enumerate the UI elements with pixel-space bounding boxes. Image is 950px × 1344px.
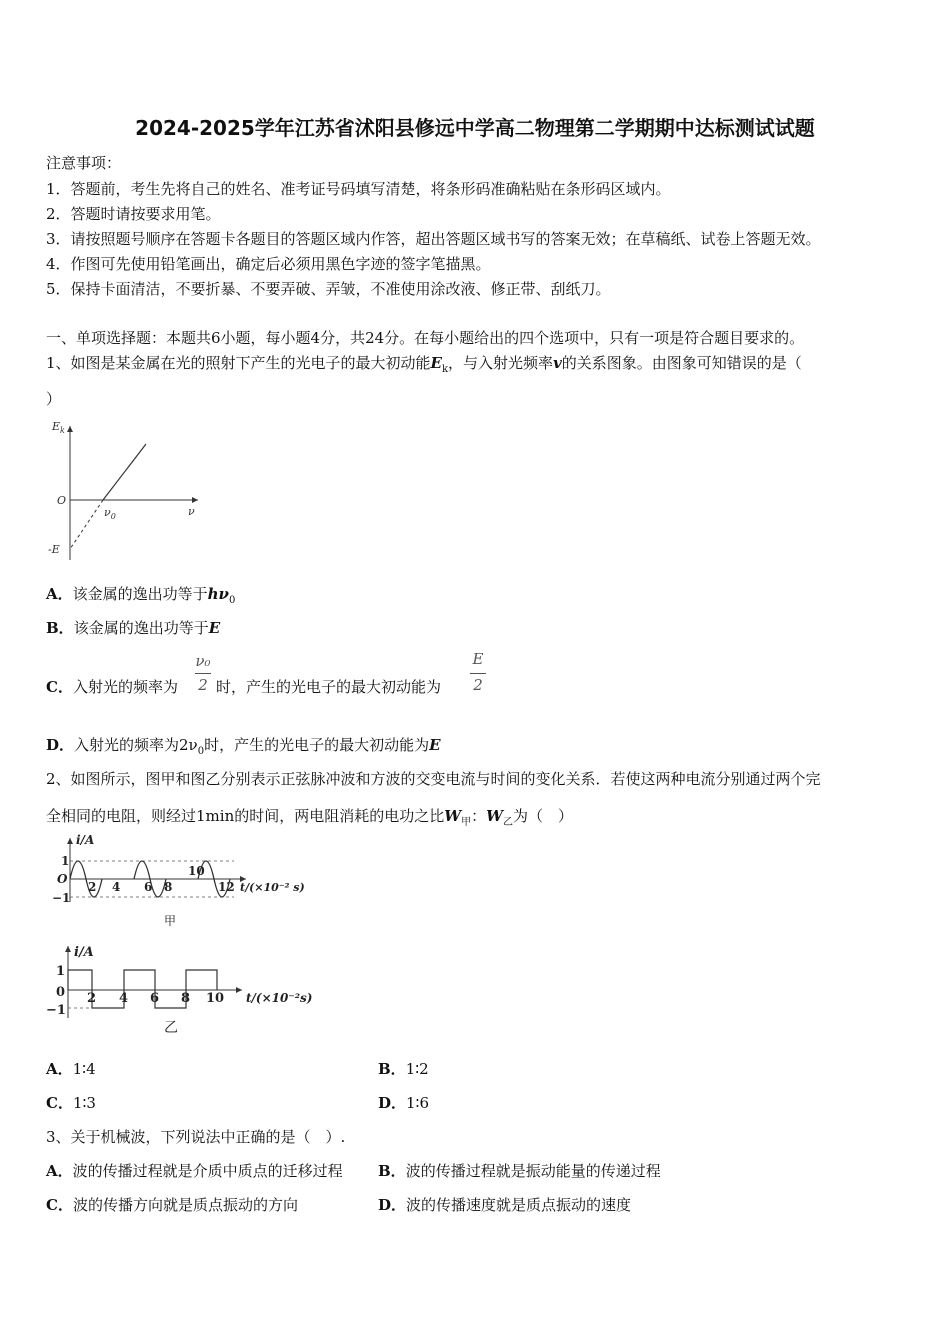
tick-label: 12 (218, 880, 235, 894)
graph-caption: 乙 (164, 1020, 178, 1036)
q3-option-b: B．波的传播过程就是振动能量的传递过程 (378, 1162, 661, 1180)
tick-label: 2 (87, 991, 97, 1006)
q3-stem: 3、关于机械波，下列说法中正确的是（ ）. (46, 1128, 346, 1146)
tick-label: 0 (56, 985, 66, 1000)
q1-c-frac1-den: 2 (198, 676, 208, 694)
page-title: 2024-2025学年江苏省沭阳县修远中学高二物理第二学期期中达标测试试题 (135, 116, 815, 140)
notice-heading: 注意事项： (46, 154, 122, 172)
y-axis-label: i/A (74, 945, 94, 960)
tick-label: 10 (188, 864, 205, 878)
q1-option-b: B．该金属的逸出功等于E (46, 619, 221, 637)
q3-option-d: D．波的传播速度就是质点振动的速度 (378, 1196, 632, 1214)
tick-label: 10 (206, 991, 225, 1006)
notice-item: 1．答题前，考生先将自己的姓名、准考证号码填写清楚，将条形码准确粘贴在条形码区域内。 (46, 180, 671, 198)
q2-graph-jia (46, 832, 326, 932)
y-axis-label: i/A (76, 833, 95, 847)
notice-item: 4．作图可先使用铅笔画出，确定后必须用黑色字迹的签字笔描黑。 (46, 255, 491, 273)
tick-label: 6 (150, 991, 160, 1006)
notice-item: 2．答题时请按要求用笔。 (46, 205, 221, 223)
fraction-bar (470, 673, 486, 674)
tick-label: −1 (46, 1003, 66, 1018)
neg-e-label: -E (48, 543, 60, 556)
q3-option-a: A．波的传播过程就是介质中质点的迁移过程 (46, 1162, 343, 1180)
tick-label: −1 (52, 891, 71, 905)
notice-item: 5．保持卡面清洁，不要折暴、不要弄破、弄皱，不准使用涂改液、修正带、刮纸刀。 (46, 280, 611, 298)
q1-ek-graph (46, 414, 216, 564)
x-axis-label: t/(×10⁻² s) (240, 881, 305, 894)
tick-label: 6 (144, 880, 153, 894)
tick-label: 1 (61, 854, 70, 868)
graph-caption: 甲 (164, 914, 177, 928)
origin-label: O (57, 872, 68, 886)
tick-label: 4 (119, 991, 129, 1006)
q2-stem-line2: 全相同的电阻，则经过1min的时间，两电阻消耗的电功之比$W_甲$：$W_乙$为（ ） (46, 807, 573, 828)
q2-option-d: D．1∶6 (378, 1094, 430, 1112)
q1-stem-close: ） (46, 390, 62, 408)
ek-line-extension (70, 500, 103, 549)
q2-stem-line1: 2、如图所示，图甲和图乙分别表示正弦脉冲波和方波的交变电流与时间的变化关系．若使这两种电流分别通过两个完 (46, 770, 821, 788)
v0-label: $\nu_0$ (104, 506, 116, 521)
q2-option-a: A．1∶4 (46, 1060, 96, 1078)
q3-option-c: C．波的传播方向就是质点振动的方向 (46, 1196, 298, 1214)
q1-stem: 1、如图是某金属在光的照射下产生的光电子的最大初动能$E_k$，与入射光频率v的关系图象。由图象可知错误的是（ (46, 354, 802, 375)
tick-label: 4 (112, 880, 121, 894)
q1-option-a: A．该金属的逸出功等于$h\nu_0$ (46, 585, 236, 606)
tick-label: 2 (88, 880, 97, 894)
q2-graph-yi (42, 940, 332, 1038)
q1-c-frac1-num: ν₀ (195, 652, 211, 670)
q1-option-c-text2: 时，产生的光电子的最大初动能为 (216, 678, 442, 696)
tick-label: 8 (181, 991, 191, 1006)
q1-c-frac2-num: E (472, 650, 484, 668)
x-axis-label: ν (188, 505, 195, 518)
q1-c-frac2-den: 2 (473, 676, 483, 694)
fraction-bar (195, 673, 211, 674)
origin-label: O (57, 494, 67, 507)
q1-option-d: D．入射光的频率为$2\nu_0$时，产生的光电子的最大初动能为E (46, 736, 441, 757)
ek-line (103, 444, 146, 500)
q1-option-c: C．入射光的频率为 (46, 678, 178, 696)
q2-option-b: B．1∶2 (378, 1060, 429, 1078)
tick-label: 1 (56, 964, 66, 979)
y-axis-label: $E_k$ (52, 420, 65, 435)
section-heading: 一、单项选择题：本题共6小题，每小题4分，共24分。在每小题给出的四个选项中，只有一项是符合题目要求的。 (46, 329, 805, 347)
tick-label: 8 (164, 880, 173, 894)
notice-item: 3．请按照题号顺序在答题卡各题目的答题区域内作答，超出答题区域书写的答案无效；在草稿纸、试卷上答题无效。 (46, 230, 821, 248)
x-axis-label: t/(×10⁻²s) (246, 991, 313, 1005)
q2-option-c: C．1∶3 (46, 1094, 96, 1112)
